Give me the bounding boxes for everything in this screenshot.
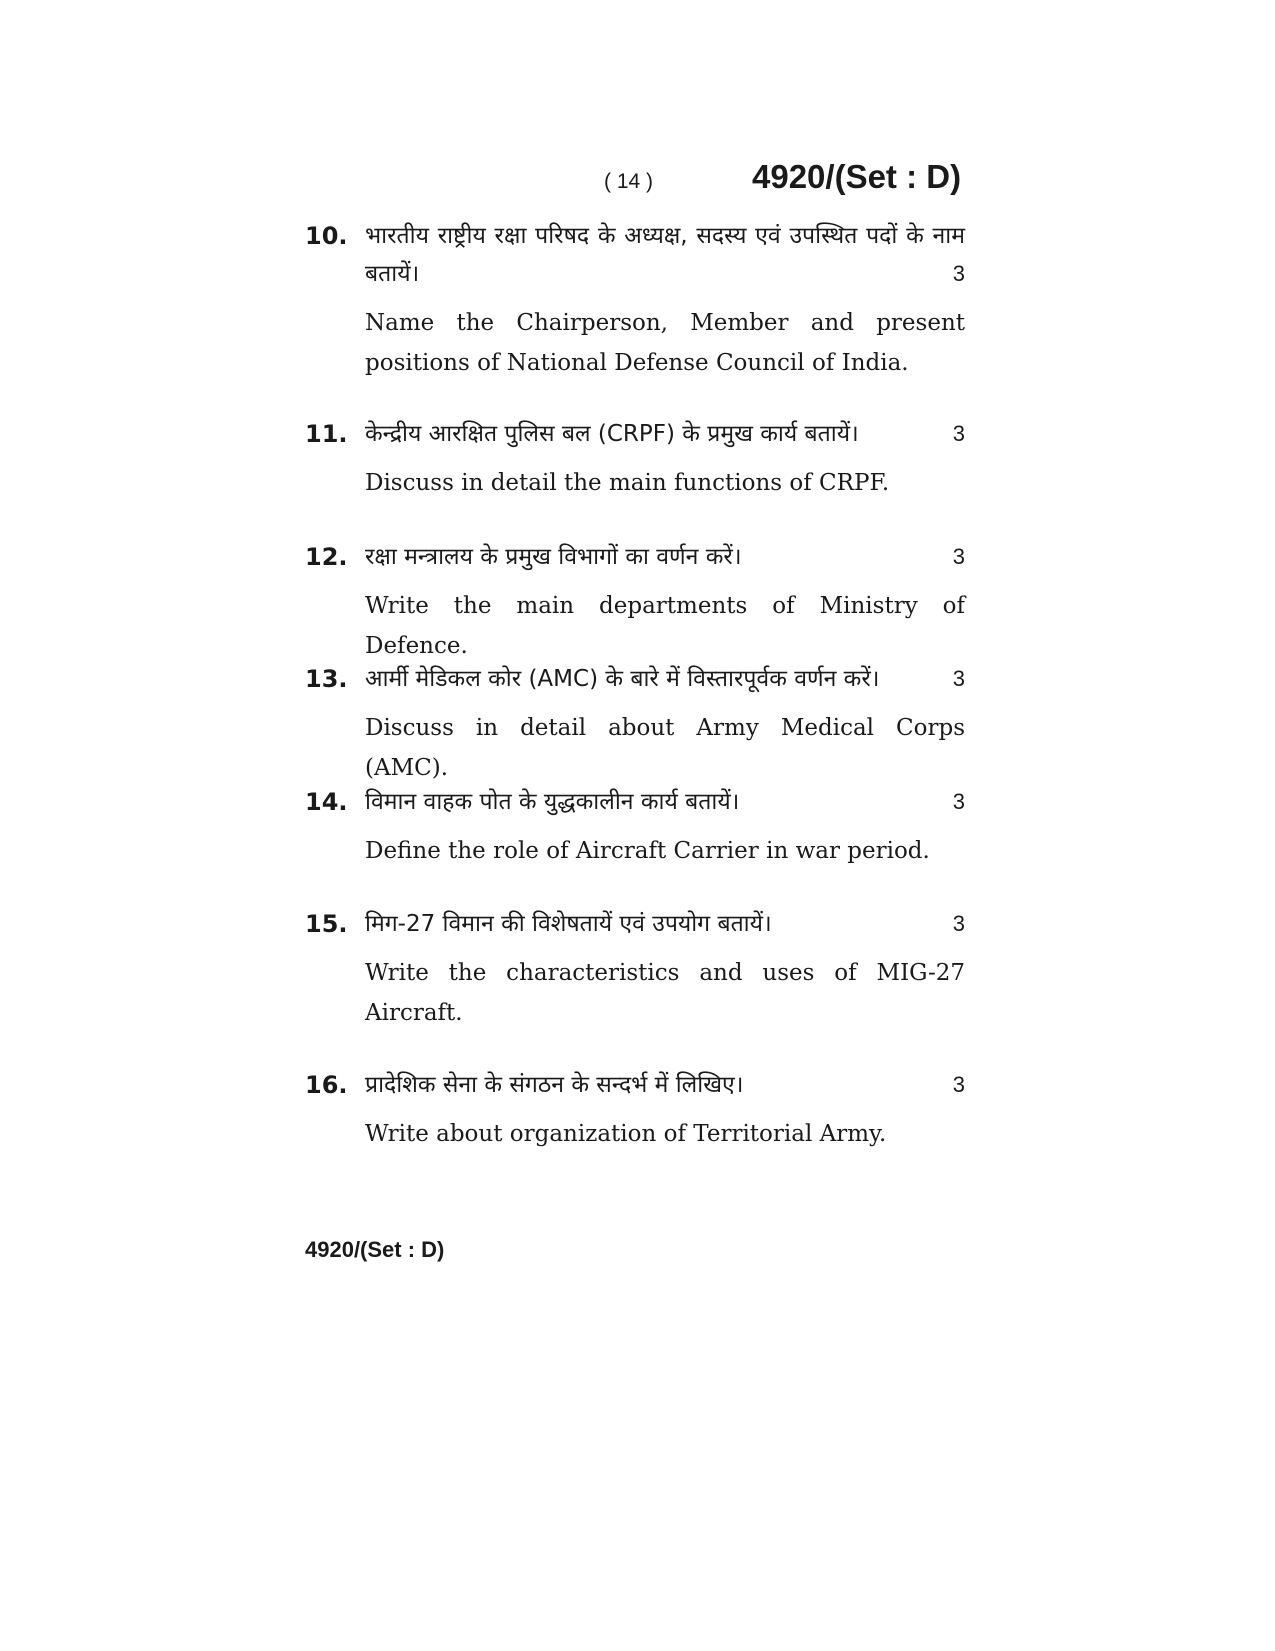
question-hindi-text: केन्द्रीय आरक्षित पुलिस बल (CRPF) के प्रमुख कार्य बतायें। — [365, 421, 859, 447]
question-hindi-text: प्रादेशिक सेना के संगठन के सन्दर्भ में लिखिए। — [365, 1072, 744, 1098]
question-english-text: Write about organization of Territorial Army. — [365, 1121, 887, 1147]
question-english-text: Write the characteristics and uses of MIG-27 Aircraft. — [365, 960, 965, 1026]
question-english-text: Write the main departments of Ministry of Defence. — [365, 593, 965, 659]
paper-code-header: 4920/(Set : D) — [752, 158, 962, 195]
question-16 — [305, 1066, 965, 1156]
question-english-text: Discuss in detail about Army Medical Corps (AMC). — [365, 715, 965, 781]
paper-code-footer: 4920/(Set : D) — [305, 1237, 445, 1262]
question-14 — [305, 783, 965, 873]
question-13 — [305, 660, 965, 781]
question-hindi-text: भारतीय राष्ट्रीय रक्षा परिषद के अध्यक्ष, सदस्य एवं उपस्थित पदों के नाम बतायें। — [365, 223, 965, 287]
question-marks: 3 — [952, 261, 965, 286]
question-number: 16. — [305, 1071, 348, 1099]
question-marks: 3 — [952, 1072, 965, 1097]
page-number: ( 14 ) — [604, 170, 654, 193]
question-number: 12. — [305, 543, 348, 571]
question-marks: 3 — [952, 666, 965, 691]
question-hindi-text: विमान वाहक पोत के युद्धकालीन कार्य बतायें। — [365, 789, 740, 815]
question-english-text: Name the Chairperson, Member and present positions of National Defense Council of India. — [365, 310, 965, 376]
question-number: 13. — [305, 665, 348, 693]
question-marks: 3 — [952, 789, 965, 814]
question-number: 10. — [305, 222, 348, 250]
question-marks: 3 — [952, 421, 965, 446]
question-10 — [305, 217, 965, 387]
question-11 — [305, 415, 965, 505]
question-number: 14. — [305, 788, 348, 816]
question-marks: 3 — [952, 544, 965, 569]
question-number: 15. — [305, 910, 348, 938]
question-marks: 3 — [952, 911, 965, 936]
question-hindi-text: रक्षा मन्त्रालय के प्रमुख विभागों का वर्णन करें। — [365, 544, 742, 570]
question-english-text: Discuss in detail the main functions of CRPF. — [365, 470, 890, 496]
question-number: 11. — [305, 420, 348, 448]
question-12 — [305, 538, 965, 659]
question-english-text: Define the role of Aircraft Carrier in war period. — [365, 838, 930, 864]
question-15 — [305, 905, 965, 1035]
question-hindi-text: आर्मी मेडिकल कोर (AMC) के बारे में विस्तारपूर्वक वर्णन करें। — [365, 666, 880, 692]
question-hindi-text: मिग-27 विमान की विशेषतायें एवं उपयोग बतायें। — [365, 911, 772, 937]
